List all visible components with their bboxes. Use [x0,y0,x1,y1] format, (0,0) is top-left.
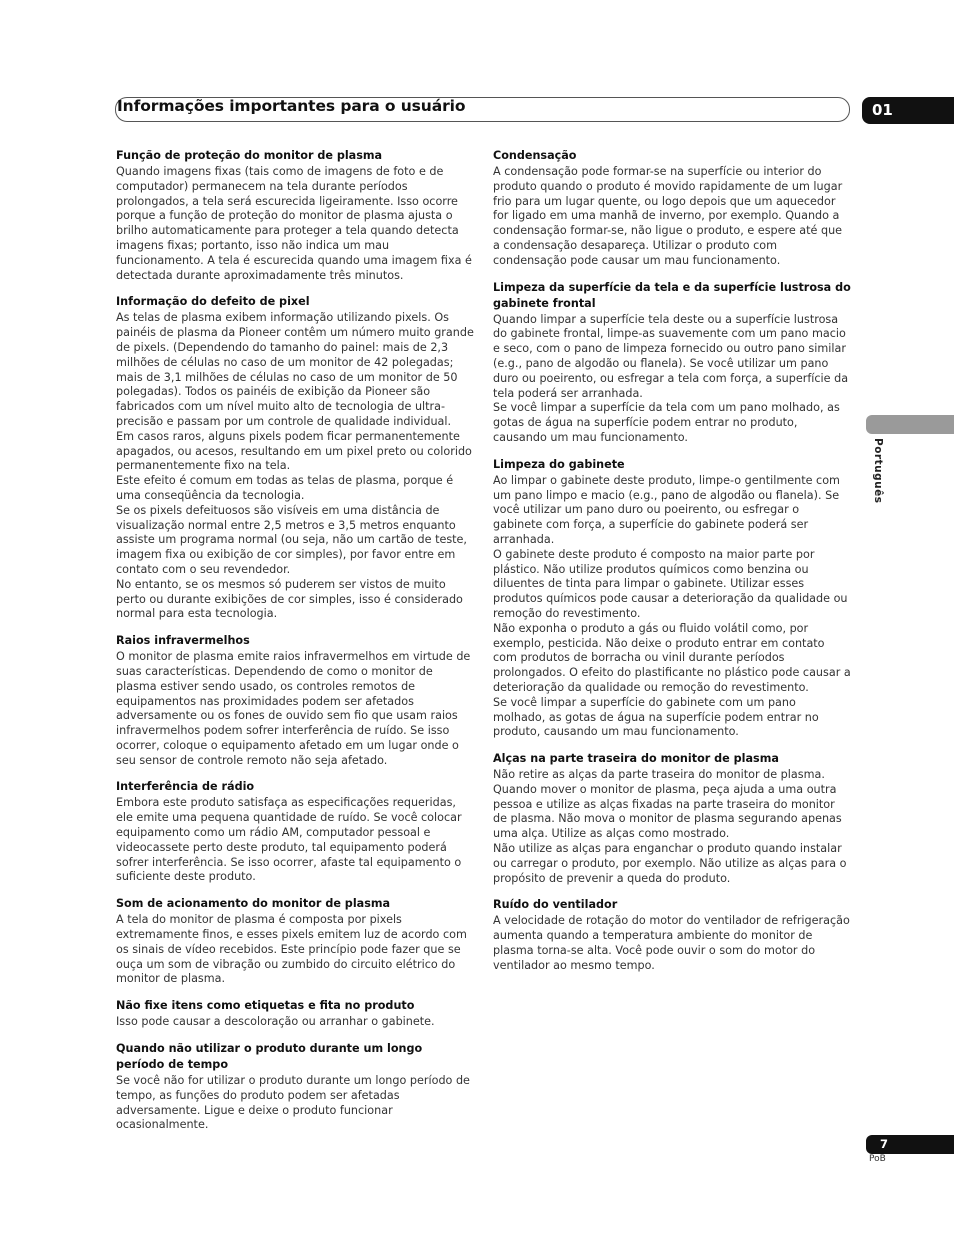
section [493,751,851,886]
section-paragraph: Quando limpar a superfície tela deste ou a superfície lustrosa do gabinete frontal, limpe-as suavemente com um pano macio e seco, com o pano de limpeza fornecido ou outro pano similar (e.g., pano de algodão ou flanela). Se você utilizar um pano duro ou poeirento, ou esfregar a tela com força, a superfície da tela poderá ser arranhada. [493,312,849,400]
section-paragraph: Isso pode causar a descoloração ou arranhar o gabinete. [116,1015,435,1029]
page-title: Informações importantes para o usuário [117,97,466,115]
section [493,897,851,973]
section-heading: Não fixe itens como etiquetas e fita no produto [116,999,415,1013]
section-paragraph: Quando mover o monitor de plasma, peça ajuda a uma outra pessoa e utilize as alças fixadas na parte traseira do monitor de plasma. Não mova o monitor de plasma segurando apenas uma alça. Utilize as alças como mostrado. [493,782,842,841]
language-label: Português [872,438,884,504]
section-heading: Função de proteção do monitor de plasma [116,149,383,162]
language-tab [866,415,954,434]
section [116,896,474,987]
section [493,280,851,446]
section [116,148,474,283]
section [116,1041,474,1133]
section [493,457,851,740]
section-heading: Limpeza da superfície da tela e da superfície lustrosa do gabinete frontal [493,280,851,310]
section [116,779,474,885]
section-paragraph: A condensação pode formar-se na superfície ou interior do produto quando o produto é movido rapidamente de um lugar frio para um lugar quente, ou logo depois que um aquecedor for ligado em uma manhã de inverno, por exemplo. Quando a condensação formar-se, não ligue o produto, e espere até que a condensação desapareça. Utilizar o produto com condensação pode causar um mau funcionamento. [493,165,843,267]
section-paragraph: Se você limpar a superfície da tela com um pano molhado, as gotas de água na superfície podem entrar no produto, causando um mau funcionamento. [493,401,840,444]
section-paragraph: Se você não for utilizar o produto durante um longo período de tempo, as funções do produto podem ser afetadas adversamente. Ligue e deixe o produto funcionar ocasionalmente. [116,1074,470,1132]
section-paragraph: Este efeito é comum em todas as telas de plasma, porque é uma conseqüência da tecnologia. [116,474,454,502]
section-paragraph: Em casos raros, alguns pixels podem ficar permanentemente apagados, ou acesos, resultando em um pixel preto ou colorido permanentemente fixo na tela. [116,429,472,473]
section-paragraph: Embora este produto satisfaça as especificações requeridas, ele emite uma pequena quantidade de ruído. Se você colocar equipamento como um rádio AM, computador pessoal e videocassete perto deste produto, tal equipamento poderá sofrer interferência. Se isso ocorrer, afaste tal equipamento o suficiente deste produto. [116,796,462,884]
section-paragraph: Se os pixels defeituosos são visíveis em uma distância de visualização normal entre 2,5 metros e 3,5 metros enquanto assiste um programa normal (ou seja, não um cartão de teste, imagem fixa ou exibição de cor simples), por favor entre em contato com o seu revendedor. [116,503,467,576]
section-paragraph: As telas de plasma exibem informação utilizando pixels. Os painéis de plasma da Pioneer contêm um número muito grande de pixels. (Dependendo do tamanho do painel: mais de 2,3 milhões de células no caso de um monitor de 42 polegadas; mais de 3,1 milhões de células no caso de um monitor de 50 polegadas). Todos os painéis de exibição da Pioneer são fabricados com um nível muito alto de tecnologia de ultra-precisão e passam por um controle de qualidade individual. [116,311,474,428]
section-paragraph: A tela do monitor de plasma é composta por pixels extremamente finos, e esses pixels emitem luz de acordo com os sinais de vídeo recebidos. Este princípio pode fazer que se ouça um som de vibração ou zumbido do circuito elétrico do monitor de plasma. [116,913,467,986]
section-paragraph: O monitor de plasma emite raios infravermelhos em virtude de suas características. Dependendo de como o monitor de plasma estiver sendo usado, os controles remotos de equipamentos nas proximidades podem ser afetados adversamente ou os fones de ouvido sem fio que usam raios infravermelhos podem sofrer interferência de ruído. Se isso ocorrer, coloque o equipamento afetado em um lugar onde o seu sensor de controle remoto não seja afetado. [116,650,471,767]
section-heading: Alças na parte traseira do monitor de plasma [493,752,779,766]
left-column [116,148,474,1144]
right-column [493,148,851,985]
section-paragraph: Não retire as alças da parte traseira do monitor de plasma. [493,768,825,782]
section-paragraph: Quando imagens fixas (tais como de imagens de foto e de computador) permanecem na tela durante períodos prolongados, a tela será escurecida ligeiramente. Isso ocorre porque a função de proteção do monitor de plasma ajusta o brilho automaticamente para proteger a tela quando detecta imagens fixas; portanto, isso não indica um mau funcionamento. A tela é escurecida quando uma imagem fixa é detectada durante aproximadamente três minutos. [116,165,472,282]
section-heading: Quando não utilizar o produto durante um longo período de tempo [116,1042,423,1072]
section-paragraph: No entanto, se os mesmos só puderem ser vistos de muito perto ou durante exibições de cor simples, isso é considerado normal para esta tecnologia. [116,577,463,621]
section [116,294,474,622]
section-paragraph: Não utilize as alças para enganchar o produto quando instalar ou carregar o produto, por exemplo. Não utilize as alças para o propósito de prevenir a queda do produto. [493,842,847,885]
section-heading: Interferência de rádio [116,780,255,794]
section-paragraph: O gabinete deste produto é composto na maior parte por plástico. Não utilize produtos químicos como benzina ou diluentes de tinta para limpar o gabinete. Utilizar esses produtos químicos pode causar a deterioração da qualidade ou remoção do revestimento. [493,547,848,620]
section-heading: Som de acionamento do monitor de plasma [116,897,391,911]
section-paragraph: Se você limpar a superfície do gabinete com um pano molhado, as gotas de água na superfície podem entrar no produto, causando um mau funcionamento. [493,695,819,739]
chapter-number-tab: 01 [862,97,954,124]
section-heading: Raios infravermelhos [116,634,250,648]
page-number: 7 [866,1135,954,1154]
section-heading: Informação do defeito de pixel [116,295,310,309]
section-heading: Ruído do ventilador [493,898,618,912]
section [116,633,474,768]
section-heading: Condensação [493,149,577,162]
page-code: PoB [869,1154,886,1164]
section [493,148,851,269]
section [116,998,474,1030]
section-paragraph: A velocidade de rotação do motor do ventilador de refrigeração aumenta quando a temperatura ambiente do monitor de plasma torna-se alta. Você pode ouvir o som do motor do ventilador ao mesmo tempo. [493,914,850,972]
section-paragraph: Não exponha o produto a gás ou fluido volátil como, por exemplo, pesticida. Não deixe o produto entrar em contato com produtos de borracha ou vinil durante períodos prolongados. O efeito do plastificante no plástico pode causar a deterioração da qualidade ou remoção do revestimento. [493,621,851,694]
section-paragraph: Ao limpar o gabinete deste produto, limpe-o gentilmente com um pano limpo e macio (e.g., pano de algodão ou flanela). Se você utilizar um pano duro ou poeirento, ou esfregar o gabinete com força, a superfície do gabinete poderá ser arranhada. [493,473,840,546]
section-heading: Limpeza do gabinete [493,457,625,471]
